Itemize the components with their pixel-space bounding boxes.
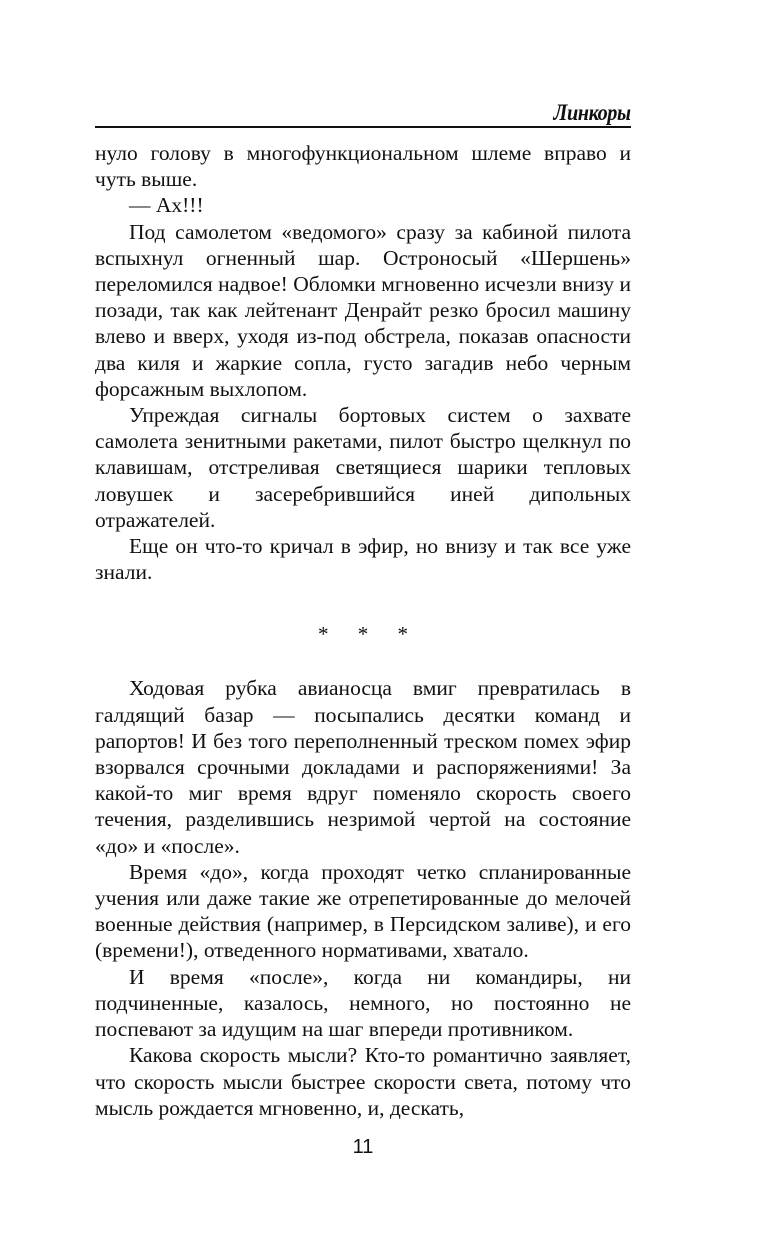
book-page	[95, 0, 631, 1240]
body-text	[95, 140, 631, 1121]
running-title: Линкоры	[553, 100, 631, 125]
paragraph: Какова скорость мысли? Кто-то романтично заявляет, что скорость мысли быстрее скорости света, потому что мысль рождается мгновенно, и, дескать,	[95, 1043, 631, 1120]
paragraph: И время «после», когда ни командиры, ни подчиненные, казалось, немного, но постоянно не поспевают за идущим на шаг впереди противником.	[95, 964, 631, 1042]
paragraph: Упреждая сигналы бортовых систем о захвате самолета зенитными ракетами, пилот быстро щелкнул по клавишам, отстреливая светящиеся шарики тепловых ловушек и засеребрившийся иней дипольных отражателей.	[95, 403, 631, 532]
paragraph: Еще он что-то кричал в эфир, но внизу и так все уже знали.	[95, 534, 631, 585]
page-number: 11	[352, 1136, 374, 1158]
paragraph: нуло голову в многофункциональном шлеме вправо и чуть выше.	[95, 141, 631, 192]
paragraph: Время «до», когда проходят четко спланированные учения или даже такие же отрепетированные до мелочей военные действия (например, в Персидском заливе), и его (времени!), отведенного нормативами, хватало.	[95, 859, 631, 963]
paragraph: — Ах!!!	[129, 193, 204, 218]
header-rule	[95, 126, 631, 128]
paragraph: Под самолетом «ведомого» сразу за кабиной пилота вспыхнул огненный шар. Остроносый «Шершень» переломился надвое! Обломки мгновенно исчезли внизу и позади, так как лейтенант Денрайт резко бросил машину влево и вверх, уходя из-под обстрела, показав опасности два киля и жаркие сопла, густо загадив небо черным форсажным выхлопом.	[95, 219, 631, 401]
section-break: * * *	[318, 622, 420, 647]
paragraph: Ходовая рубка авианосца вмиг превратилась в галдящий базар — посыпались десятки команд и рапортов! И без того переполненный треском помех эфир взорвался срочными докладами и распоряжениями! За какой-то миг время вдруг поменяло скорость своего течения, разделившись незримой чертой на состояние «до» и «после».	[95, 676, 631, 858]
